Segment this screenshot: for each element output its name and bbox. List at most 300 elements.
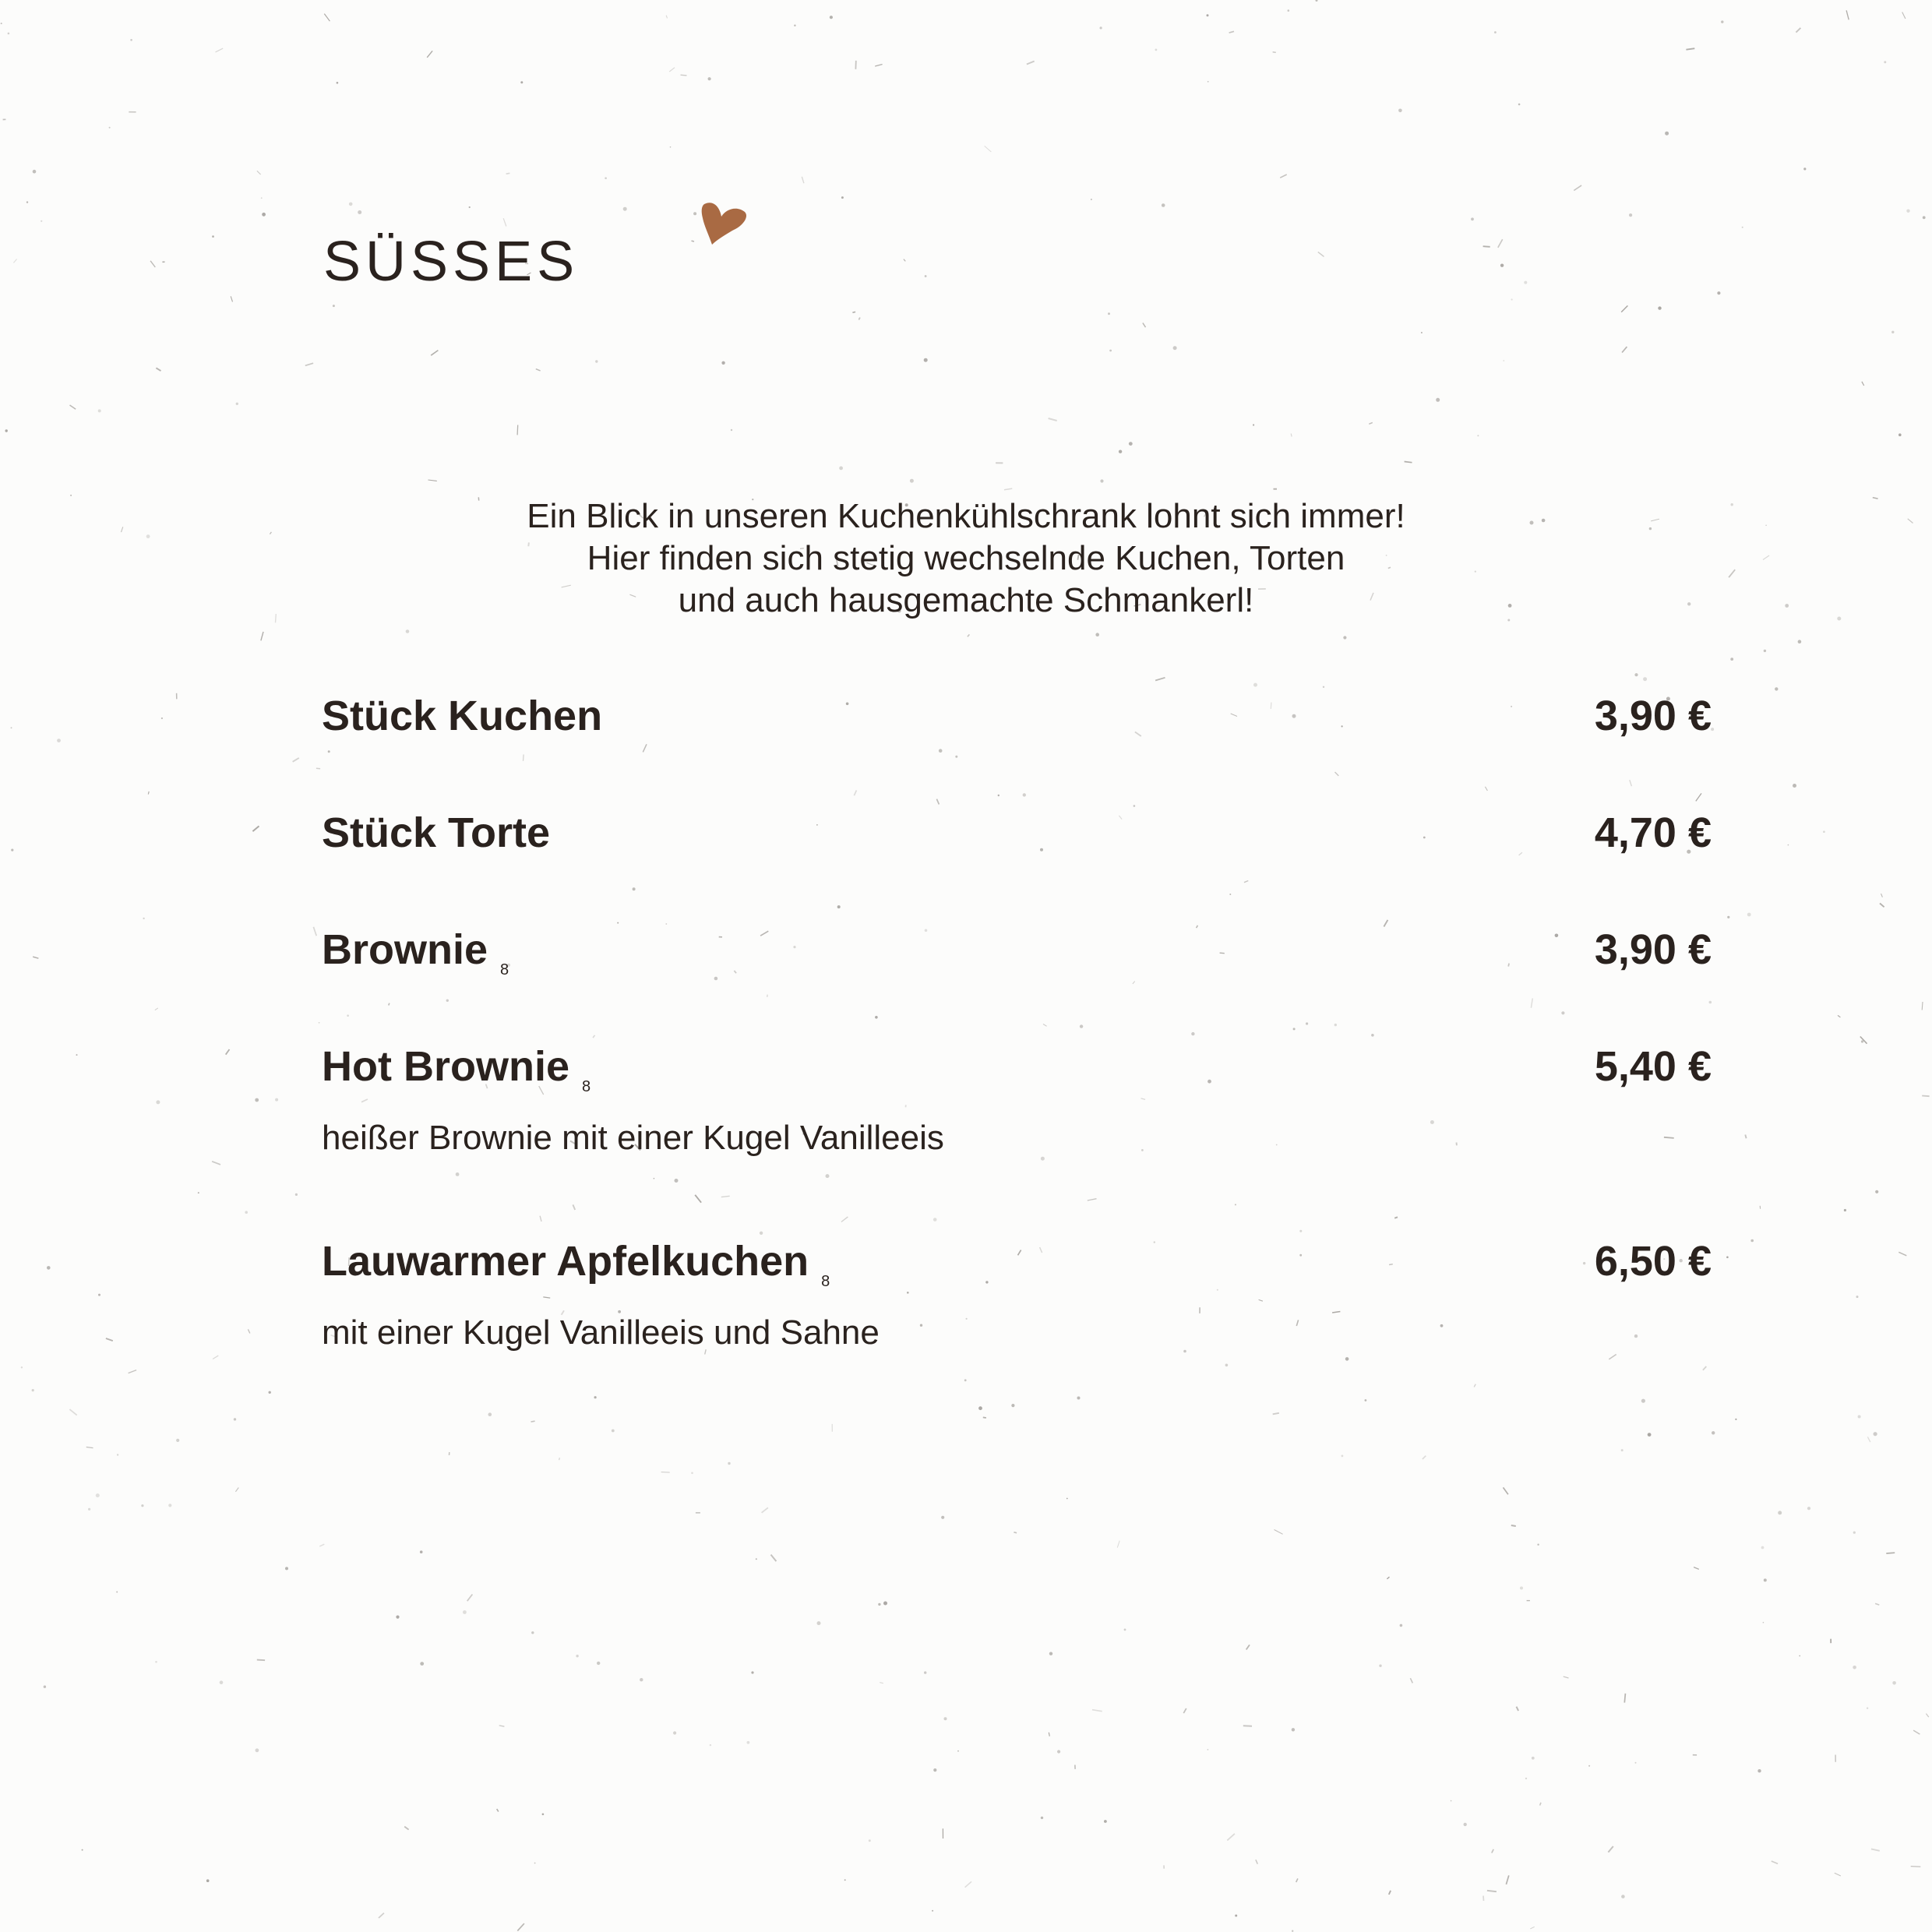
- paper-speck: [1880, 904, 1884, 908]
- paper-speck: [1511, 1525, 1516, 1526]
- paper-speck: [1299, 1230, 1302, 1232]
- paper-speck: [70, 495, 72, 496]
- paper-speck: [1837, 617, 1841, 621]
- paper-speck: [11, 727, 12, 728]
- paper-speck: [1049, 418, 1057, 421]
- paper-speck: [536, 369, 541, 371]
- paper-speck: [1867, 1708, 1868, 1709]
- paper-speck: [1561, 1011, 1564, 1014]
- paper-speck: [681, 75, 687, 76]
- paper-speck: [875, 65, 882, 67]
- paper-speck: [1436, 398, 1440, 402]
- paper-speck: [1856, 1296, 1859, 1298]
- paper-speck: [1726, 1257, 1729, 1259]
- paper-speck: [1629, 213, 1632, 217]
- paper-speck: [469, 206, 471, 208]
- paper-speck: [904, 259, 905, 262]
- paper-speck: [1609, 1355, 1616, 1359]
- paper-speck: [517, 425, 518, 435]
- paper-speck: [1276, 1144, 1278, 1146]
- item-price: 5,40 €: [1594, 1043, 1712, 1090]
- paper-speck: [1537, 1544, 1539, 1546]
- paper-speck: [771, 1555, 777, 1562]
- paper-speck: [936, 799, 939, 805]
- paper-speck: [597, 1662, 600, 1665]
- paper-speck: [1235, 1204, 1236, 1205]
- paper-speck: [1217, 1289, 1218, 1291]
- paper-speck: [431, 351, 438, 356]
- paper-speck: [1641, 1399, 1645, 1403]
- paper-speck: [1761, 1546, 1765, 1549]
- item-name: [322, 689, 602, 743]
- paper-speck: [670, 146, 672, 148]
- item-name: [322, 922, 509, 986]
- paper-speck: [275, 1098, 278, 1102]
- paper-speck: [358, 210, 361, 214]
- paper-speck: [1624, 1694, 1625, 1703]
- paper-speck: [488, 1412, 492, 1416]
- paper-speck: [1712, 1431, 1715, 1434]
- menu-item: [322, 922, 1712, 977]
- paper-speck: [1292, 1728, 1295, 1731]
- paper-speck: [1835, 1873, 1841, 1876]
- paper-speck: [1341, 1455, 1344, 1458]
- paper-speck: [1860, 1037, 1867, 1044]
- paper-speck: [1525, 1778, 1527, 1779]
- paper-speck: [1630, 780, 1632, 786]
- paper-speck: [666, 16, 667, 19]
- paper-speck: [1517, 1707, 1519, 1711]
- paper-speck: [1191, 1032, 1194, 1035]
- paper-speck: [146, 534, 150, 538]
- paper-speck: [869, 1839, 871, 1842]
- paper-speck: [1227, 1834, 1235, 1841]
- paper-speck: [57, 739, 61, 742]
- paper-speck: [82, 1849, 83, 1851]
- paper-speck: [26, 201, 28, 203]
- paper-speck: [1764, 650, 1766, 652]
- paper-speck: [559, 1458, 560, 1460]
- paper-speck: [1253, 683, 1257, 687]
- paper-speck: [396, 1616, 399, 1619]
- paper-speck: [198, 1192, 199, 1193]
- paper-speck: [1371, 1034, 1374, 1037]
- paper-speck: [1742, 227, 1743, 228]
- paper-speck: [1531, 999, 1532, 1008]
- paper-speck: [673, 1731, 676, 1734]
- paper-speck: [1524, 281, 1527, 284]
- paper-speck: [11, 849, 13, 851]
- paper-speck: [998, 795, 999, 796]
- paper-speck: [540, 1216, 541, 1222]
- paper-speck: [1799, 1655, 1800, 1657]
- paper-speck: [932, 1910, 933, 1912]
- paper-speck: [691, 1472, 693, 1475]
- paper-speck: [1875, 1603, 1879, 1605]
- paper-speck: [669, 68, 675, 72]
- paper-speck: [1729, 569, 1735, 577]
- paper-speck: [1316, 0, 1318, 2]
- paper-speck: [1873, 498, 1878, 499]
- item-name-text: Hot Brownie: [322, 1043, 569, 1090]
- paper-speck: [1229, 894, 1231, 895]
- paper-speck: [1504, 1487, 1508, 1494]
- paper-speck: [1244, 881, 1248, 883]
- paper-speck: [640, 1678, 643, 1681]
- paper-speck: [1483, 246, 1490, 247]
- paper-speck: [1423, 1456, 1426, 1459]
- paper-speck: [255, 1098, 259, 1102]
- paper-speck: [762, 1507, 768, 1513]
- paper-speck: [964, 1379, 967, 1381]
- item-description: heißer Brownie mit einer Kugel Vanilleeis: [322, 1119, 944, 1157]
- paper-speck: [1369, 422, 1373, 424]
- item-name-text: Stück Kuchen: [322, 693, 603, 739]
- paper-speck: [1440, 1324, 1444, 1327]
- paper-speck: [236, 403, 238, 405]
- paper-speck: [1823, 830, 1825, 833]
- paper-speck: [844, 1879, 846, 1881]
- paper-speck: [220, 1680, 224, 1684]
- paper-speck: [1747, 913, 1751, 917]
- paper-speck: [1043, 1024, 1047, 1027]
- paper-speck: [1049, 1652, 1052, 1655]
- paper-speck: [1861, 1040, 1863, 1042]
- paper-speck: [1483, 1896, 1484, 1902]
- paper-speck: [1875, 1190, 1878, 1193]
- paper-speck: [1288, 9, 1290, 12]
- paper-speck: [1621, 1449, 1624, 1451]
- paper-speck: [756, 1558, 757, 1560]
- paper-speck: [714, 977, 718, 981]
- paper-speck: [1643, 677, 1647, 681]
- item-price: 6,50 €: [1594, 1238, 1712, 1285]
- paper-speck: [1793, 784, 1796, 788]
- paper-speck: [968, 634, 970, 636]
- paper-speck: [295, 1193, 298, 1196]
- paper-speck: [875, 1016, 878, 1019]
- allergen-note: 8: [500, 961, 509, 978]
- paper-speck: [168, 1504, 171, 1507]
- paper-speck: [1345, 1357, 1349, 1361]
- paper-speck: [883, 1602, 887, 1606]
- paper-speck: [1474, 1384, 1475, 1387]
- paper-speck: [216, 48, 224, 52]
- paper-speck: [1104, 1820, 1107, 1823]
- heart-shape: [702, 203, 746, 245]
- item-name: [322, 1039, 591, 1103]
- paper-speck: [106, 1338, 113, 1341]
- paper-speck: [1838, 1015, 1840, 1017]
- item-name-text: Brownie: [322, 926, 488, 973]
- paper-speck: [1229, 31, 1234, 33]
- paper-speck: [721, 1196, 730, 1197]
- paper-speck: [1665, 132, 1669, 136]
- paper-speck: [117, 1454, 118, 1455]
- paper-speck: [1119, 450, 1122, 453]
- paper-speck: [1803, 167, 1806, 170]
- paper-speck: [1057, 1750, 1060, 1753]
- paper-speck: [1155, 678, 1165, 681]
- paper-speck: [830, 16, 833, 19]
- menu-item: [322, 689, 1712, 743]
- paper-speck: [1296, 1320, 1298, 1326]
- paper-speck: [1540, 1803, 1541, 1806]
- paper-speck: [1343, 636, 1346, 639]
- paper-speck: [1745, 1135, 1746, 1139]
- paper-speck: [531, 1421, 535, 1422]
- paper-speck: [944, 1717, 947, 1720]
- paper-speck: [1225, 1364, 1229, 1367]
- item-name: [322, 806, 550, 860]
- paper-speck: [234, 1418, 236, 1420]
- paper-speck: [261, 632, 263, 640]
- paper-speck: [69, 1409, 76, 1416]
- paper-speck: [1703, 1366, 1706, 1370]
- paper-speck: [1608, 1846, 1613, 1853]
- paper-speck: [1108, 312, 1110, 315]
- paper-speck: [305, 363, 313, 365]
- paper-speck: [1717, 291, 1720, 294]
- paper-speck: [1735, 1419, 1736, 1420]
- paper-speck: [1881, 894, 1883, 897]
- paper-speck: [235, 1488, 238, 1492]
- paper-speck: [270, 532, 271, 534]
- paper-speck: [1498, 239, 1503, 248]
- paper-speck: [1511, 298, 1513, 300]
- heart-icon: [698, 199, 753, 254]
- paper-speck: [1727, 916, 1729, 918]
- paper-speck: [675, 1179, 679, 1183]
- paper-speck: [404, 1827, 408, 1830]
- paper-speck: [293, 758, 299, 762]
- paper-speck: [1256, 1860, 1257, 1864]
- paper-speck: [5, 429, 8, 432]
- paper-speck: [955, 756, 957, 758]
- paper-speck: [1899, 433, 1902, 436]
- paper-speck: [1687, 602, 1690, 605]
- paper-speck: [1648, 1433, 1652, 1437]
- paper-speck: [924, 1671, 926, 1673]
- paper-speck: [226, 1049, 230, 1055]
- paper-speck: [1095, 633, 1099, 636]
- paper-speck: [1634, 673, 1638, 676]
- paper-speck: [1088, 1199, 1097, 1200]
- paper-speck: [1246, 1645, 1250, 1649]
- paper-speck: [13, 259, 16, 263]
- paper-speck: [1273, 1413, 1279, 1415]
- paper-speck: [1574, 185, 1581, 191]
- paper-speck: [1485, 787, 1487, 791]
- paper-speck: [98, 1294, 100, 1296]
- paper-speck: [1208, 1749, 1209, 1750]
- paper-speck: [32, 1389, 34, 1391]
- intro-text: [343, 495, 1589, 622]
- paper-speck: [1844, 1209, 1846, 1211]
- paper-speck: [593, 1035, 594, 1038]
- paper-speck: [1318, 252, 1324, 256]
- paper-speck: [262, 213, 266, 217]
- paper-speck: [612, 1430, 615, 1433]
- paper-speck: [1764, 1578, 1767, 1581]
- paper-speck: [257, 1660, 265, 1661]
- paper-speck: [1365, 1399, 1367, 1401]
- paper-speck: [44, 1686, 46, 1688]
- item-price: 3,90 €: [1594, 693, 1712, 739]
- paper-speck: [1664, 1137, 1674, 1138]
- paper-speck: [1117, 1541, 1119, 1548]
- paper-speck: [907, 1292, 909, 1294]
- paper-speck: [269, 1391, 271, 1394]
- paper-speck: [1027, 62, 1035, 65]
- paper-speck: [467, 1595, 473, 1602]
- paper-speck: [1379, 1665, 1381, 1667]
- paper-speck: [333, 305, 335, 307]
- paper-speck: [802, 177, 804, 183]
- paper-speck: [328, 750, 330, 753]
- paper-speck: [983, 1417, 986, 1418]
- paper-speck: [841, 196, 844, 199]
- paper-speck: [1635, 1762, 1637, 1764]
- menu-item: [322, 1039, 1712, 1157]
- intro-line: und auch hausgemachte Schmankerl!: [678, 581, 1254, 619]
- paper-speck: [623, 207, 627, 211]
- paper-speck: [957, 1750, 959, 1752]
- paper-speck: [109, 127, 111, 129]
- paper-speck: [349, 203, 353, 206]
- menu-item: [322, 1234, 1712, 1352]
- paper-speck: [661, 1472, 670, 1473]
- paper-speck: [456, 1172, 460, 1176]
- paper-speck: [1891, 331, 1894, 333]
- paper-speck: [212, 235, 214, 238]
- paper-speck: [933, 1768, 936, 1772]
- paper-speck: [1506, 1875, 1508, 1884]
- paper-speck: [1892, 1681, 1896, 1685]
- paper-speck: [1853, 1666, 1856, 1669]
- paper-speck: [122, 527, 123, 532]
- paper-speck: [1410, 1678, 1412, 1683]
- paper-speck: [1306, 1022, 1308, 1024]
- paper-speck: [1798, 640, 1802, 643]
- paper-speck: [966, 1318, 968, 1320]
- paper-speck: [1293, 1028, 1296, 1030]
- paper-speck: [1518, 104, 1521, 106]
- paper-speck: [531, 1631, 534, 1634]
- paper-speck: [1694, 1567, 1699, 1570]
- paper-speck: [1208, 81, 1209, 83]
- paper-speck: [1080, 1024, 1083, 1028]
- paper-speck: [542, 1814, 545, 1816]
- paper-speck: [319, 1022, 320, 1024]
- paper-speck: [633, 887, 636, 890]
- paper-speck: [1133, 982, 1135, 984]
- paper-speck: [941, 1516, 944, 1519]
- paper-speck: [1335, 772, 1339, 776]
- paper-speck: [920, 1324, 922, 1327]
- paper-speck: [1853, 1532, 1856, 1534]
- paper-speck: [1730, 658, 1733, 661]
- paper-speck: [1004, 488, 1012, 490]
- paper-speck: [1464, 1823, 1467, 1826]
- paper-speck: [1405, 462, 1412, 463]
- paper-speck: [1621, 305, 1627, 312]
- paper-speck: [1274, 1530, 1283, 1535]
- paper-speck: [1658, 306, 1661, 309]
- paper-speck: [337, 82, 339, 84]
- paper-speck: [130, 39, 132, 41]
- paper-speck: [506, 173, 510, 174]
- paper-speck: [276, 614, 277, 622]
- intro-line: Ein Blick in unseren Kuchenkühlschrank lohnt sich immer!: [527, 497, 1405, 535]
- paper-speck: [1532, 1757, 1535, 1760]
- paper-speck: [534, 1863, 536, 1864]
- paper-speck: [1721, 20, 1723, 23]
- paper-speck: [708, 77, 711, 80]
- paper-speck: [1235, 1915, 1237, 1917]
- paper-speck: [520, 81, 523, 83]
- paper-speck: [1398, 109, 1402, 113]
- paper-speck: [256, 1748, 259, 1752]
- paper-speck: [1041, 1817, 1043, 1819]
- paper-speck: [1709, 1001, 1712, 1004]
- paper-speck: [1173, 346, 1177, 350]
- paper-speck: [427, 51, 432, 58]
- paper-speck: [1867, 1437, 1870, 1442]
- paper-speck: [261, 197, 263, 199]
- paper-speck: [1183, 1350, 1186, 1353]
- paper-speck: [1530, 1927, 1534, 1929]
- paper-speck: [939, 749, 943, 753]
- paper-speck: [978, 1406, 982, 1410]
- paper-speck: [1913, 1730, 1920, 1734]
- paper-speck: [1750, 1239, 1754, 1243]
- paper-speck: [252, 826, 259, 831]
- paper-speck: [517, 1923, 524, 1930]
- paper-speck: [141, 1504, 143, 1507]
- paper-speck: [1259, 1299, 1263, 1301]
- paper-speck: [731, 429, 732, 431]
- paper-speck: [1908, 519, 1913, 524]
- paper-speck: [1922, 1096, 1929, 1097]
- paper-speck: [594, 1396, 597, 1398]
- paper-speck: [1387, 1577, 1389, 1579]
- paper-speck: [1884, 61, 1886, 63]
- paper-speck: [910, 479, 914, 483]
- paper-speck: [1621, 1895, 1625, 1899]
- paper-speck: [406, 629, 410, 633]
- paper-speck: [1291, 434, 1292, 437]
- menu-item: [322, 806, 1712, 860]
- paper-speck: [1622, 347, 1627, 352]
- paper-speck: [47, 1266, 51, 1270]
- paper-speck: [1023, 793, 1026, 796]
- paper-speck: [156, 1100, 160, 1104]
- paper-speck: [1334, 1024, 1337, 1026]
- paper-speck: [695, 1195, 701, 1203]
- paper-speck: [1323, 686, 1324, 688]
- paper-speck: [1421, 332, 1423, 333]
- paper-speck: [1757, 1769, 1761, 1772]
- page-title: SÜSSES: [323, 231, 580, 293]
- paper-speck: [428, 480, 437, 481]
- paper-speck: [155, 1661, 157, 1663]
- paper-speck: [1492, 1849, 1493, 1853]
- paper-speck: [1520, 1587, 1523, 1590]
- paper-speck: [1588, 1765, 1590, 1767]
- paper-speck: [1788, 844, 1789, 846]
- paper-speck: [503, 218, 506, 226]
